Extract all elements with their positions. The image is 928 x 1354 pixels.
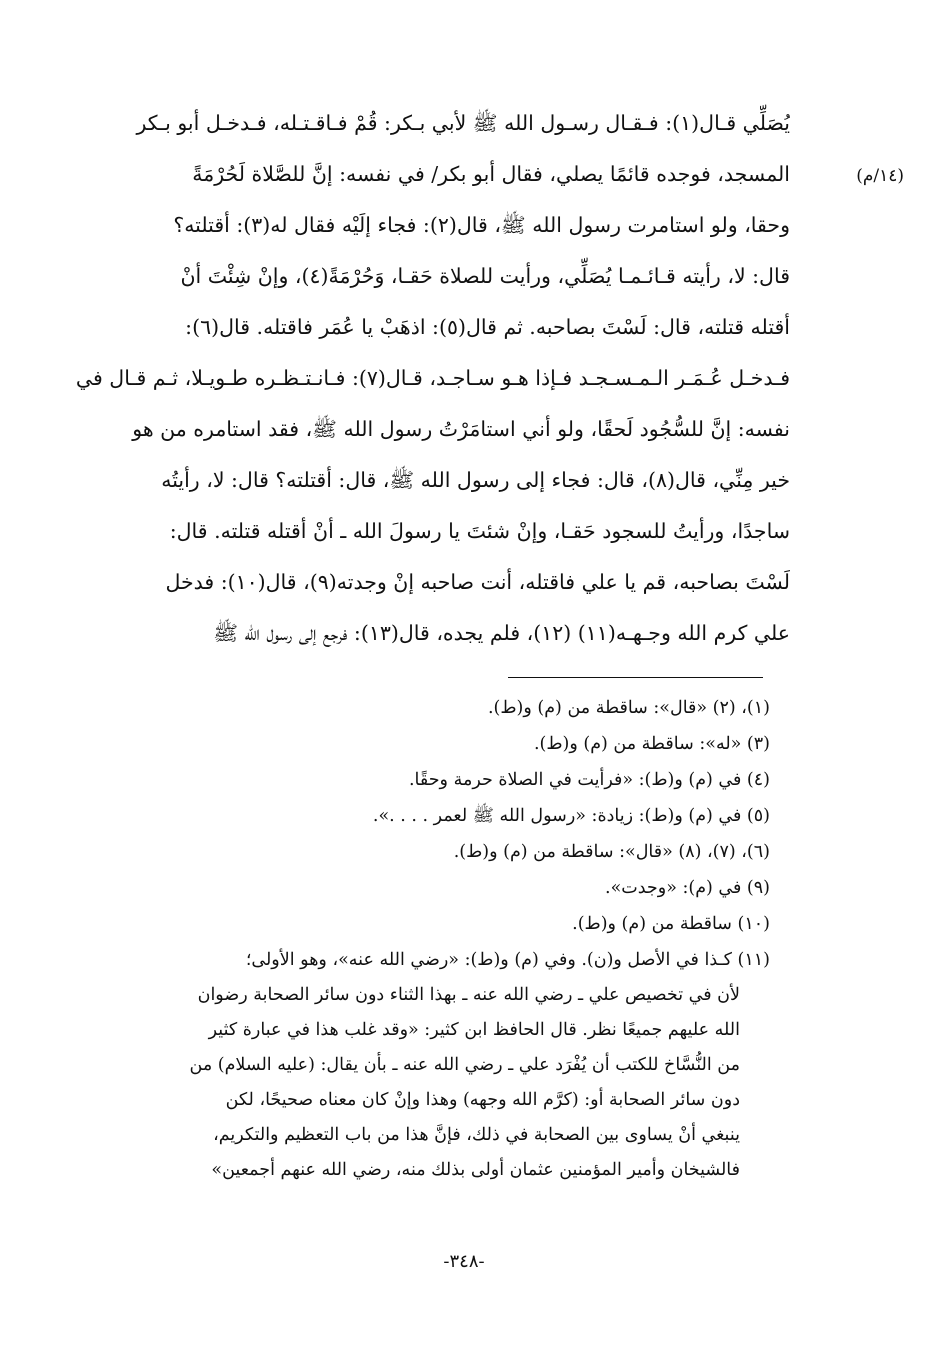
footnote: (١)، (٢) «قال»: ساقطة من (م) و(ط). (487, 698, 770, 718)
footnote: (١٠) ساقطة من (م) و(ط). (572, 914, 770, 934)
body-line: خير مِنِّي، قال(٨)، قال: فجاء إلى رسول الله ﷺ، قال: أقتلته؟ قال: لا، رأيتُه (161, 468, 790, 492)
footnote: (٦)، (٧)، (٨) «قال»: ساقطة من (م) و(ط). (453, 842, 770, 862)
footnote-continuation-line: من النُّسَّاخ للكتب أن يُفْرَد علي ـ رضي الله عنه ـ بأن يقال: (عليه السلام) من (189, 1055, 740, 1075)
footnote: (٤) في (م) و(ط): «فرأيت في الصلاة حرمة وحقًا. (408, 770, 770, 790)
body-line: المسجد، فوجده قائمًا يصلي، فقال أبو بكر/ في نفسه: إنَّ للصَّلاة لَحُرْمَةً (192, 162, 790, 186)
footnote: (١١) كـذا في الأصل و(ن). وفي (م) و(ط): «رضي الله عنه»، وهو الأولى؛ (245, 950, 770, 970)
footnote-continuation-line: لأن في تخصيص علي ـ رضي الله عنه ـ بهذا الثناء دون سائر الصحابة رضوان (197, 985, 740, 1005)
main-body-text (60, 98, 790, 659)
body-line: ساجدًا، ورأيتُ للسجود حَقـا، وإنْ شئتَ يا رسولَ الله ـ أنْ أقتله قتلته. قال: (169, 519, 790, 543)
footnote: (٥) في (م) و(ط): زيادة: «رسول الله ﷺ لعمر . . . .». (372, 806, 770, 826)
footnote-separator-rule (508, 677, 763, 678)
footnote-continuation-line: دون سائر الصحابة أو: (كرَّم الله وجهه) وهذا وإنْ كان معناه صحيحًا، لكن (225, 1090, 740, 1110)
body-line: أقتله قتلته، قال: لَسْتَ بصاحبه. ثم قال(٥): اذهَبْ يا عُمَر فاقتله. قال(٦): (185, 315, 790, 339)
body-line: فـدخـل عُـمَـر الـمـسـجـد فـإذا هـو سـاجـد، قـال(٧): فـانـتـظـره طـويـلا، ثـم قـال في (75, 366, 790, 390)
body-line: نفسه: إنَّ للسُّجُود لَحقًا، ولو أني استامَرْتُ رسول الله ﷺ، فقد استامره من هو (132, 417, 790, 441)
footnote-continuation-line: الله عليهم جميعًا نظر. قال الحافظ ابن كثير: «وقد غلب هذا في عبارة كثير (208, 1020, 740, 1040)
body-line: قال: لا، رأيته قـائـمـا يُصَلِّي، ورأيت للصلاة حَقـا، وَحُرْمَةً(٤)، وإنْ شِئْتَ أنْ (180, 264, 790, 288)
body-line: وحقا، ولو استامرت رسول الله ﷺ، قال(٢): فجاء إلَيْه فقال له(٣): أقتلته؟ (173, 213, 790, 237)
page-number: -٣٤٨- (443, 1251, 485, 1272)
footnotes-section (60, 690, 770, 1188)
body-line: لَسْتَ بصاحبه، قم يا علي فاقتله، أنت صاحبه إنْ وجدته(٩)، قال(١٠): فدخل (165, 570, 790, 594)
footnote: (٩) في (م): «وجدت». (605, 878, 770, 898)
footnote: (٣) «له»: ساقطة من (م) و(ط). (533, 734, 770, 754)
footnote-continuation-line: ينبغي أنْ يساوى بين الصحابة في ذلك، فإنَّ هذا من باب التعظيم والتكريم، (213, 1125, 740, 1145)
body-line: يُصَلِّي قـال(١): فـقـال رسـول الله ﷺ لأبي بـكر: قُمْ فـاقـتـله، فـدخـل أبو بـكر (136, 111, 790, 135)
body-line: علي كرم الله وجـهـه(١١) (١٢)، فلم يجده، قال(١٣): فرجع إلى رسول الله ﷺ (213, 621, 790, 645)
footnote-continuation-line: فالشيخان وأمير المؤمنين عثمان أولى بذلك منه، رضي الله عنهم أجمعين» (211, 1160, 740, 1180)
manuscript-margin-reference: (١٤/م) (856, 166, 904, 186)
